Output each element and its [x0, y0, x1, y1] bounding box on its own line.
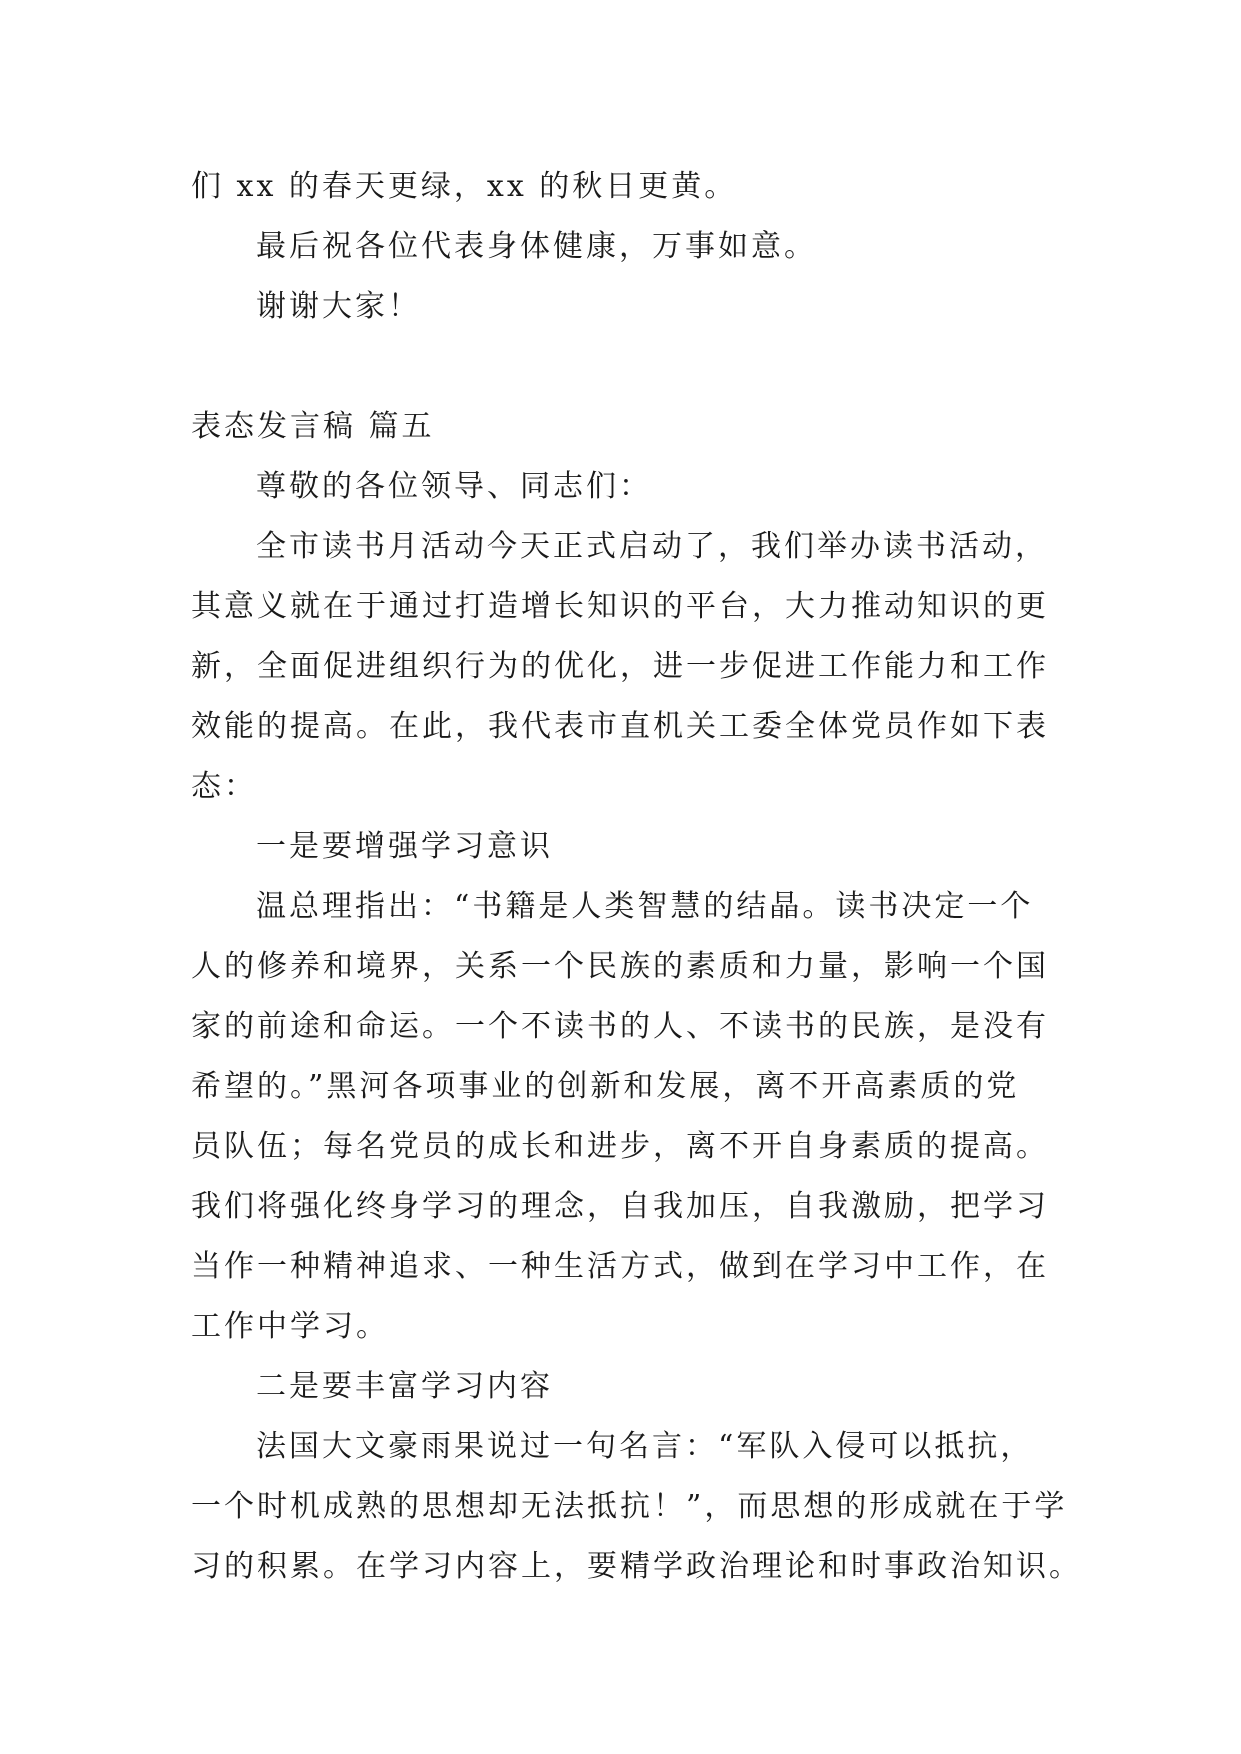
body-line: 员队伍；每名党员的成长和进步，离不开自身素质的提高。	[191, 1129, 1049, 1164]
subheading-line: 一是要增强学习意识	[256, 829, 553, 864]
body-line: 当作一种精神追求、一种生活方式，做到在学习中工作，在	[191, 1249, 1049, 1284]
body-line: 温总理指出：“书籍是人类智慧的结晶。读书决定一个	[256, 889, 1034, 924]
thanks-line: 谢谢大家！	[256, 289, 421, 324]
subheading-line: 二是要丰富学习内容	[256, 1369, 553, 1404]
body-line: 工作中学习。	[191, 1309, 389, 1344]
body-line: 习的积累。在学习内容上，要精学政治理论和时事政治知识。	[191, 1549, 1082, 1584]
body-line: 其意义就在于通过打造增长知识的平台，大力推动知识的更	[191, 589, 1049, 624]
body-line: 一个时机成熟的思想却无法抵抗！”，而思想的形成就在于学	[191, 1489, 1068, 1524]
salutation-line: 尊敬的各位领导、同志们：	[256, 469, 652, 504]
body-line: 全市读书月活动今天正式启动了，我们举办读书活动，	[256, 529, 1048, 564]
body-line: 态：	[191, 769, 257, 804]
section-heading: 表态发言稿 篇五	[191, 409, 435, 444]
body-line: 希望的。”黑河各项事业的创新和发展，离不开高素质的党	[191, 1069, 1020, 1104]
body-line: 效能的提高。在此，我代表市直机关工委全体党员作如下表	[191, 709, 1049, 744]
body-line: 法国大文豪雨果说过一句名言：“军队入侵可以抵抗，	[256, 1429, 1034, 1464]
body-line: 人的修养和境界，关系一个民族的素质和力量，影响一个国	[191, 949, 1049, 984]
body-line: 我们将强化终身学习的理念，自我加压，自我激励，把学习	[191, 1189, 1049, 1224]
paragraph-continuation-line: 们 xx 的春天更绿，xx 的秋日更黄。	[191, 169, 738, 204]
body-line: 新，全面促进组织行为的优化，进一步促进工作能力和工作	[191, 649, 1049, 684]
body-line: 家的前途和命运。一个不读书的人、不读书的民族，是没有	[191, 1009, 1049, 1044]
closing-wish-line: 最后祝各位代表身体健康，万事如意。	[256, 229, 817, 264]
